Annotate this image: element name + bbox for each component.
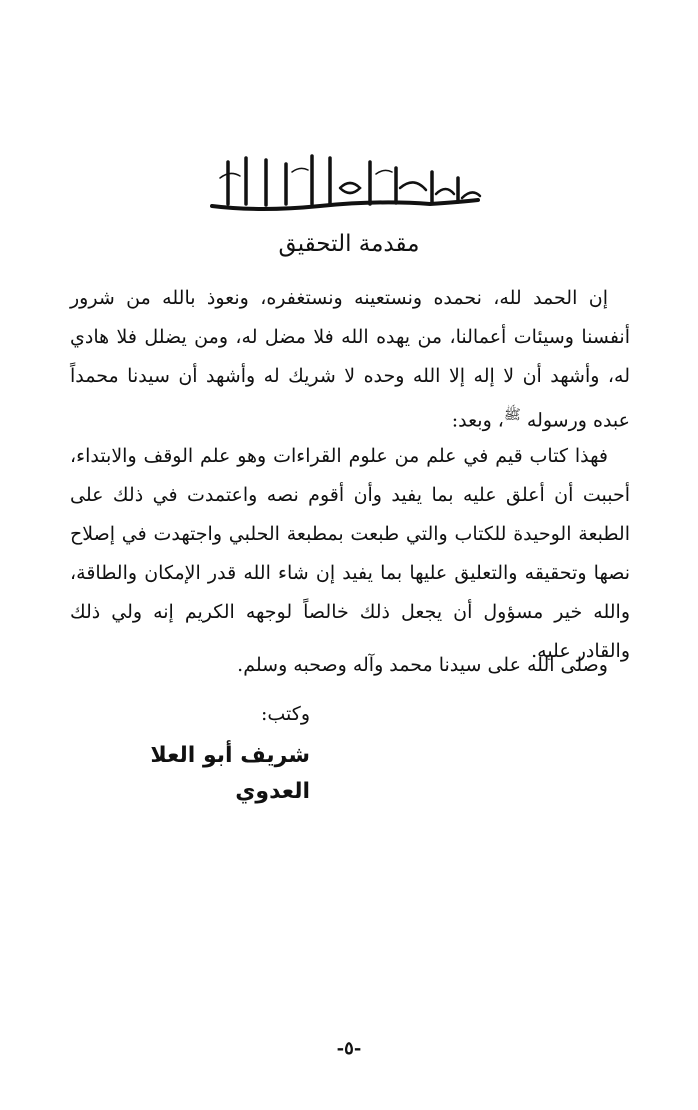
paragraph-1-text: إن الحمد لله، نحمده ونستعينه ونستغفره، ونعوذ بالله من شرور أنفسنا وسيئات أعمالنا، من يهده الله فلا مضل له، ومن يضلل فلا هادي له، وأشهد أن لا إله إلا الله وحده لا شريك له وأشهد أن سيدنا محمداً عبده ورسوله	[70, 287, 630, 432]
paragraph-3	[70, 646, 630, 685]
paragraph-2	[70, 437, 630, 671]
wrote-label: وكتب:	[260, 703, 310, 725]
paragraph-2-text: فهذا كتاب قيم في علم من علوم القراءات وهو علم الوقف والابتداء، أحببت أن أعلق عليه بما يفيد وأن أقوم نصه واعتمدت في ذلك على الطبعة الوحيدة للكتاب والتي طبعت بمطبعة الحلبي واجتهدت في إصلاح نصها وتحقيقه والتعليق عليها بما يفيد إن شاء الله قدر الإمكان والطاقة، والله خير مسؤول أن يجعل ذلك خالصاً لوجهه الكريم إنه ولي ذلك والقادر عليه.	[70, 445, 630, 662]
paragraph-1-ending: ، وبعد:	[451, 409, 504, 432]
paragraph-1	[70, 279, 630, 440]
honorific-glyph: ﷺ	[503, 407, 521, 423]
author-signature: شريف أبو العلا العدوي	[150, 743, 310, 804]
page-title: مقدمة التحقيق	[278, 231, 420, 257]
paragraph-3-text: وصلى الله على سيدنا محمد وآله وصحبه وسلم.	[237, 654, 608, 676]
basmala-calligraphy	[200, 148, 490, 218]
page-number: -٥-	[336, 1038, 362, 1059]
